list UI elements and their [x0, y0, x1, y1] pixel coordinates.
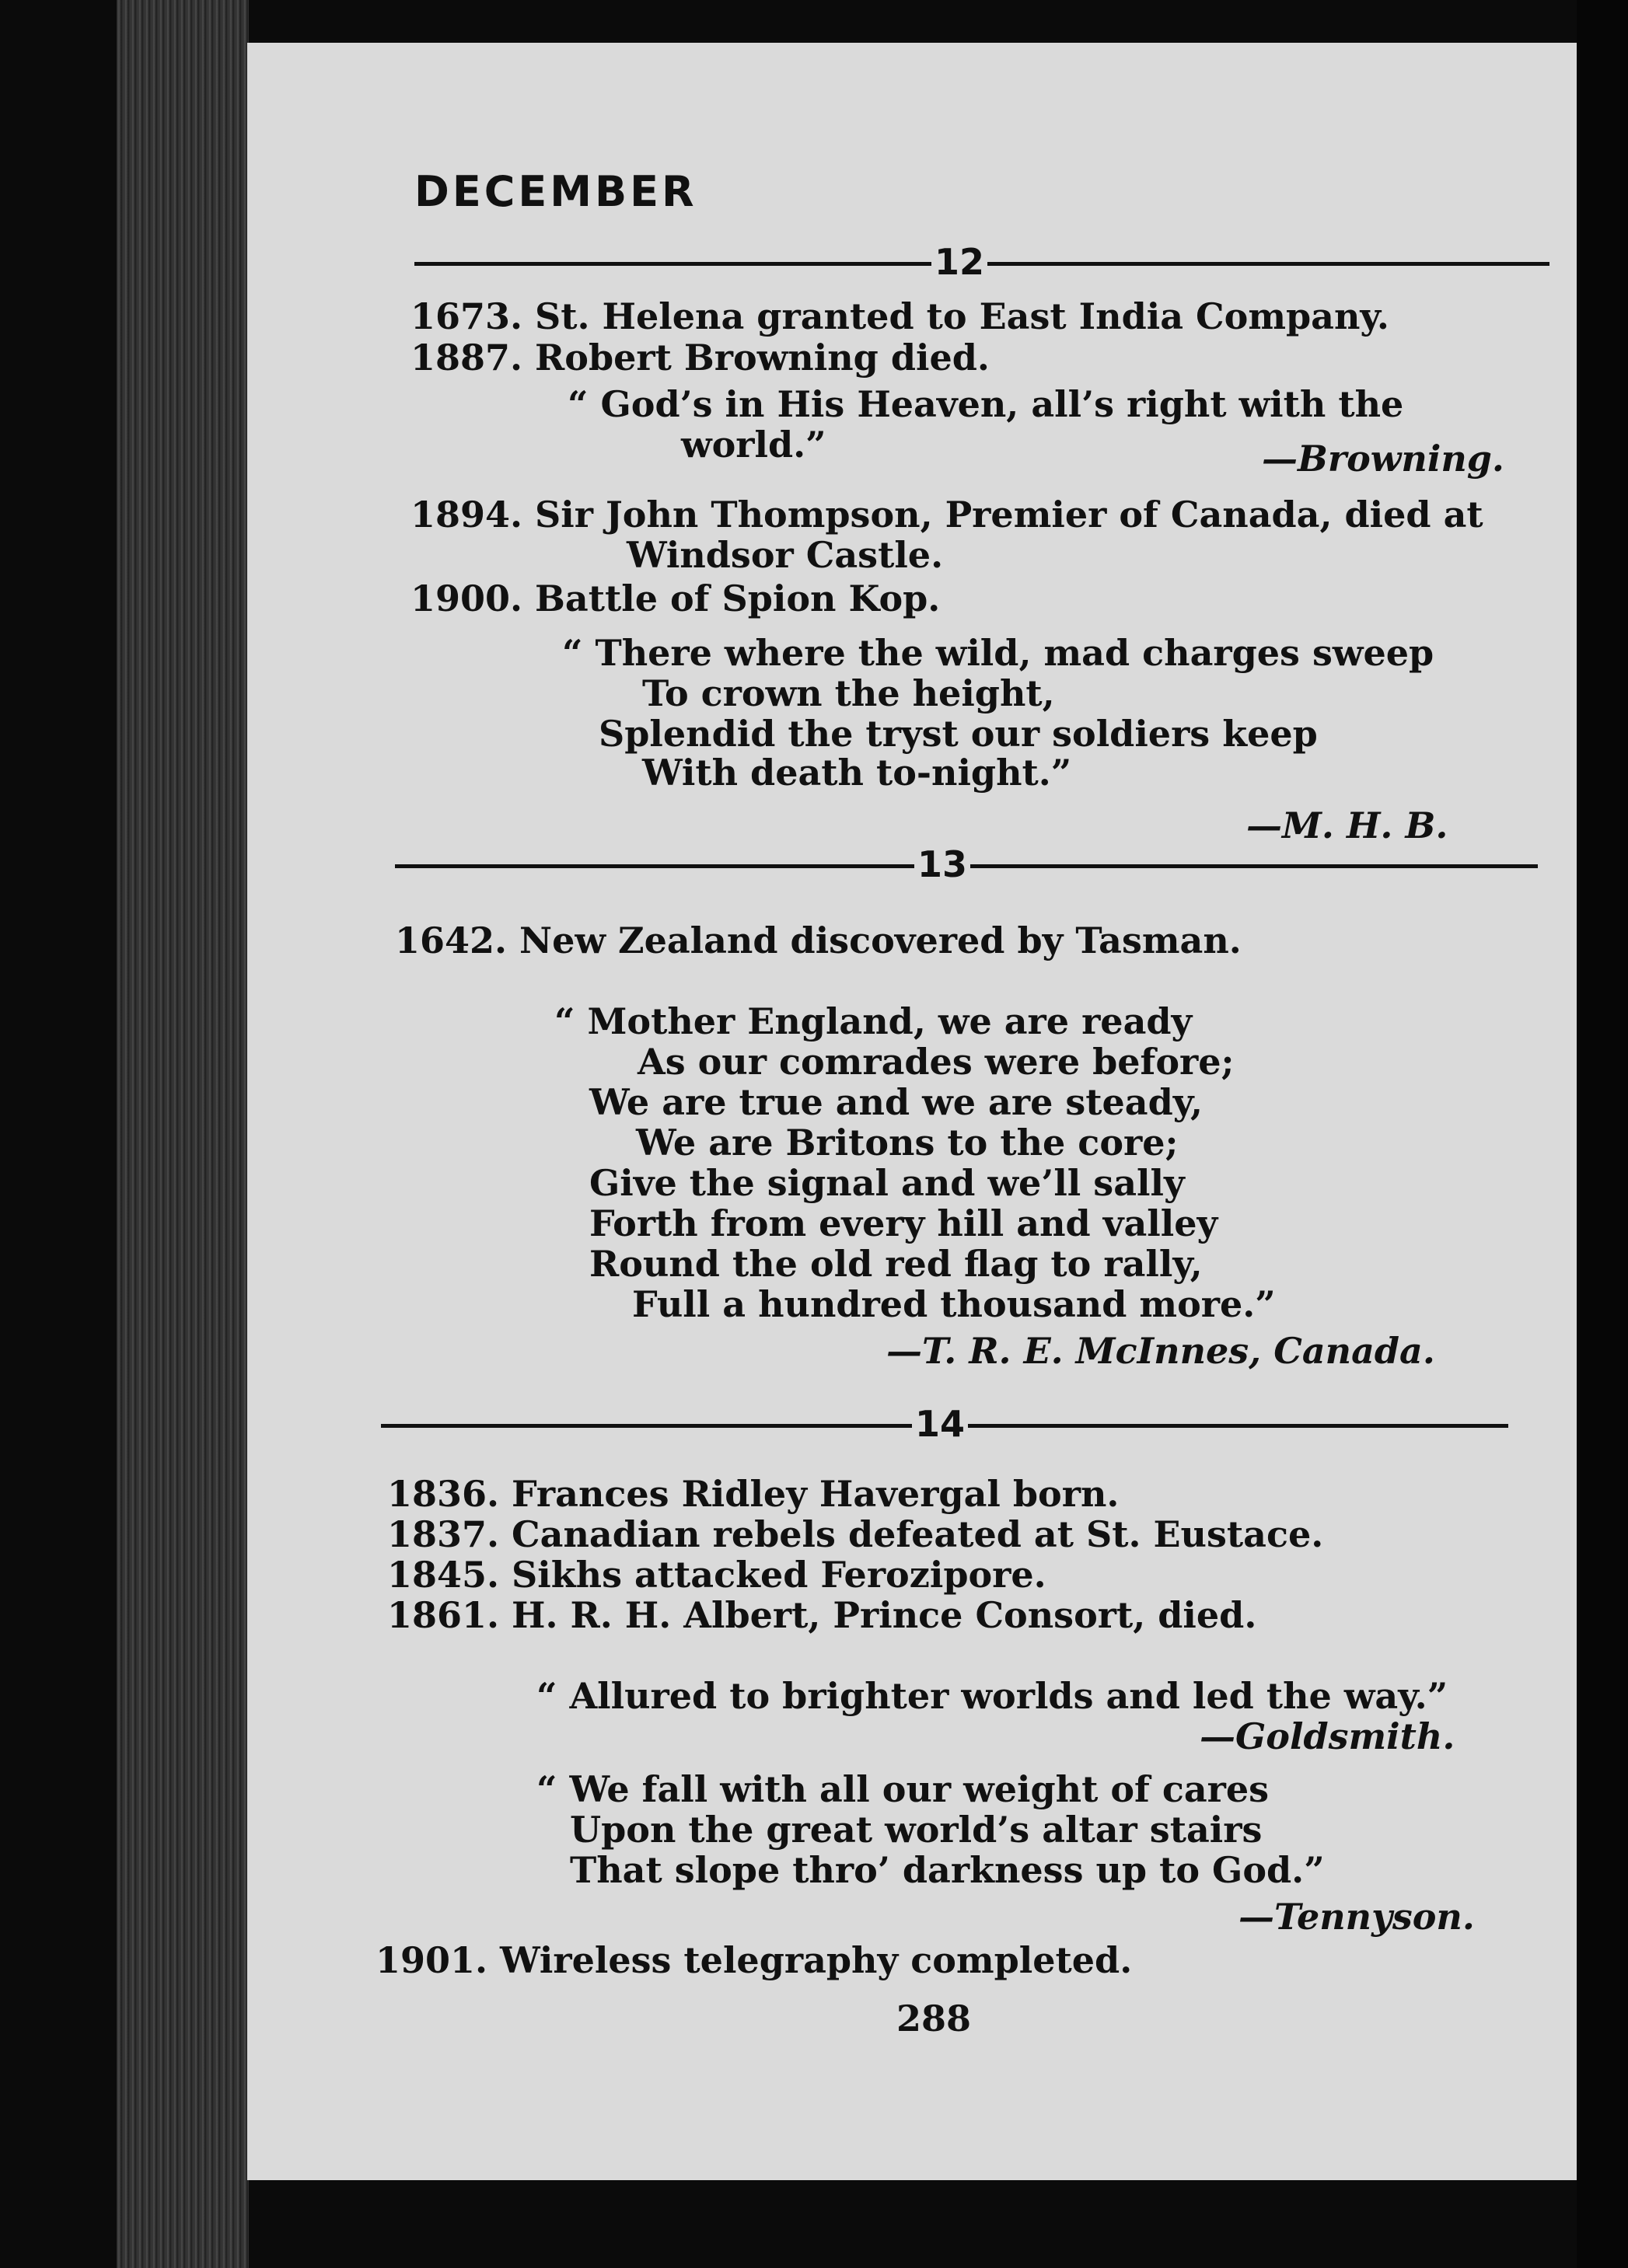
quote-line: “ Mother England, we are ready [554, 1000, 1193, 1042]
quote-line: Upon the great world’s altar stairs [570, 1809, 1263, 1851]
quote-line: With death to-night.” [642, 752, 1072, 794]
quote-line: We are true and we are steady, [589, 1081, 1204, 1123]
entry: 1837. Canadian rebels defeated at St. Eustace. [387, 1513, 1324, 1555]
quote-line: As our comrades were before; [638, 1041, 1235, 1083]
scan-border [1577, 0, 1628, 2268]
quote-line: Splendid the tryst our soldiers keep [599, 713, 1318, 755]
day-number: 12 [931, 244, 987, 280]
entry: 1861. H. R. H. Albert, Prince Consort, died. [387, 1594, 1257, 1636]
day-number: 14 [912, 1406, 968, 1442]
quote-line: “ God’s in His Heaven, all’s right with the [568, 383, 1404, 425]
entry: 1900. Battle of Spion Kop. [410, 577, 941, 619]
quote-line: That slope thro’ darkness up to God.” [570, 1849, 1325, 1891]
quote-line: Give the signal and we’ll sally [589, 1162, 1185, 1204]
attribution: —Goldsmith. [1200, 1715, 1455, 1757]
quote-line: world.” [681, 424, 826, 466]
entry: 1901. Wireless telegraphy completed. [376, 1939, 1133, 1981]
entry: 1845. Sikhs attacked Ferozipore. [387, 1554, 1046, 1596]
entry: 1673. St. Helena granted to East India Company. [410, 295, 1389, 337]
day-number: 13 [914, 846, 970, 882]
attribution: —Browning. [1262, 438, 1504, 480]
entry-continued: Windsor Castle. [627, 534, 944, 576]
month-heading: DECEMBER [414, 167, 697, 216]
entry: 1894. Sir John Thompson, Premier of Canada, died at [410, 494, 1483, 536]
book-page [247, 43, 1577, 2180]
page-number: 288 [896, 1998, 972, 2039]
quote-line: “ Allured to brighter worlds and led the way.” [536, 1675, 1448, 1717]
quote-line: “ There where the wild, mad charges sweep [562, 632, 1434, 674]
quote-line: “ We fall with all our weight of cares [536, 1768, 1270, 1810]
book-edge [117, 0, 249, 2268]
quote-line: Full a hundred thousand more.” [632, 1283, 1276, 1325]
entry: 1836. Frances Ridley Havergal born. [387, 1473, 1120, 1515]
quote-line: To crown the height, [642, 672, 1055, 714]
attribution: —M. H. B. [1246, 804, 1448, 846]
attribution: —Tennyson. [1238, 1896, 1475, 1938]
attribution: —T. R. E. McInnes, Canada. [886, 1330, 1435, 1372]
quote-line: Round the old red flag to rally, [589, 1243, 1203, 1285]
quote-line: We are Britons to the core; [636, 1122, 1179, 1164]
quote-line: Forth from every hill and valley [589, 1202, 1218, 1244]
entry: 1642. New Zealand discovered by Tasman. [395, 919, 1242, 961]
entry: 1887. Robert Browning died. [410, 337, 990, 379]
